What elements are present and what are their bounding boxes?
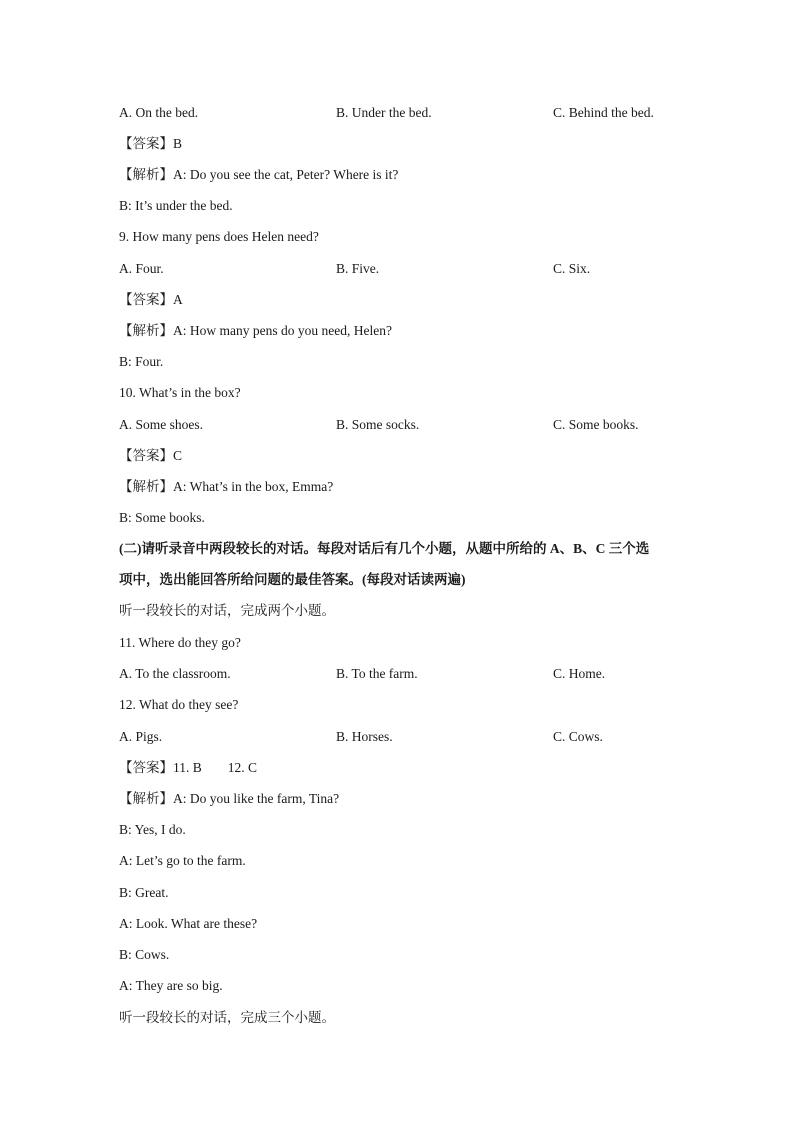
dialog1-analysis-line: B: Great.	[119, 885, 169, 900]
q8-option-b: B. Under the bed.	[336, 105, 432, 120]
q10-analysis-line: 【解析】A: What’s in the box, Emma?	[119, 479, 334, 494]
dialog1-answer-second: 12. C	[227, 760, 258, 775]
q11-option-b: B. To the farm.	[336, 666, 418, 681]
dialog1-answer	[119, 759, 257, 777]
q10-question: 10. What’s in the box?	[119, 385, 241, 400]
q9-answer: 【答案】A	[119, 292, 183, 307]
q11-option-c: C. Home.	[553, 666, 606, 681]
q12-question: 12. What do they see?	[119, 697, 239, 712]
q9-question: 9. How many pens does Helen need?	[119, 229, 319, 244]
dialog-intro: 听一段较长的对话，完成两个小题。	[119, 603, 335, 618]
q8-option-c: C. Behind the bed.	[553, 105, 654, 120]
dialog1-analysis-line: A: Look. What are these?	[119, 916, 258, 931]
section-instruction: (二)请听录音中两段较长的对话。每段对话后有几个小题，从题中所给的 A、B、C 三个选	[119, 541, 650, 556]
q9-option-a: A. Four.	[119, 261, 164, 276]
section-instruction: 项中，选出能回答所给问题的最佳答案。(每段对话读两遍)	[119, 572, 466, 587]
q12-option-c: C. Cows.	[553, 729, 603, 744]
q11-question: 11. Where do they go?	[119, 635, 241, 650]
q9-option-b: B. Five.	[336, 261, 380, 276]
q8-analysis-line: B: It’s under the bed.	[119, 198, 233, 213]
q9-option-c: C. Six.	[553, 261, 591, 276]
q8-analysis-line: 【解析】A: Do you see the cat, Peter? Where is it?	[119, 167, 399, 182]
q11-option-a: A. To the classroom.	[119, 666, 231, 681]
dialog1-analysis-line: B: Yes, I do.	[119, 822, 186, 837]
dialog1-analysis-line: A: They are so big.	[119, 978, 223, 993]
q8-option-a: A. On the bed.	[119, 105, 199, 120]
dialog1-answer-first: 【答案】11. B	[119, 760, 202, 775]
q12-option-b: B. Horses.	[336, 729, 393, 744]
dialog1-analysis-line: A: Let’s go to the farm.	[119, 853, 246, 868]
q9-analysis-line: 【解析】A: How many pens do you need, Helen?	[119, 323, 392, 338]
q10-option-b: B. Some socks.	[336, 417, 420, 432]
q9-analysis-line: B: Four.	[119, 354, 164, 369]
q10-analysis-line: B: Some books.	[119, 510, 205, 525]
dialog-intro: 听一段较长的对话，完成三个小题。	[119, 1010, 335, 1025]
dialog1-analysis-line: B: Cows.	[119, 947, 170, 962]
q10-option-a: A. Some shoes.	[119, 417, 203, 432]
dialog1-analysis-line: 【解析】A: Do you like the farm, Tina?	[119, 791, 340, 806]
q8-answer: 【答案】B	[119, 136, 183, 151]
q10-option-c: C. Some books.	[553, 417, 639, 432]
q10-answer: 【答案】C	[119, 448, 183, 463]
q12-option-a: A. Pigs.	[119, 729, 163, 744]
